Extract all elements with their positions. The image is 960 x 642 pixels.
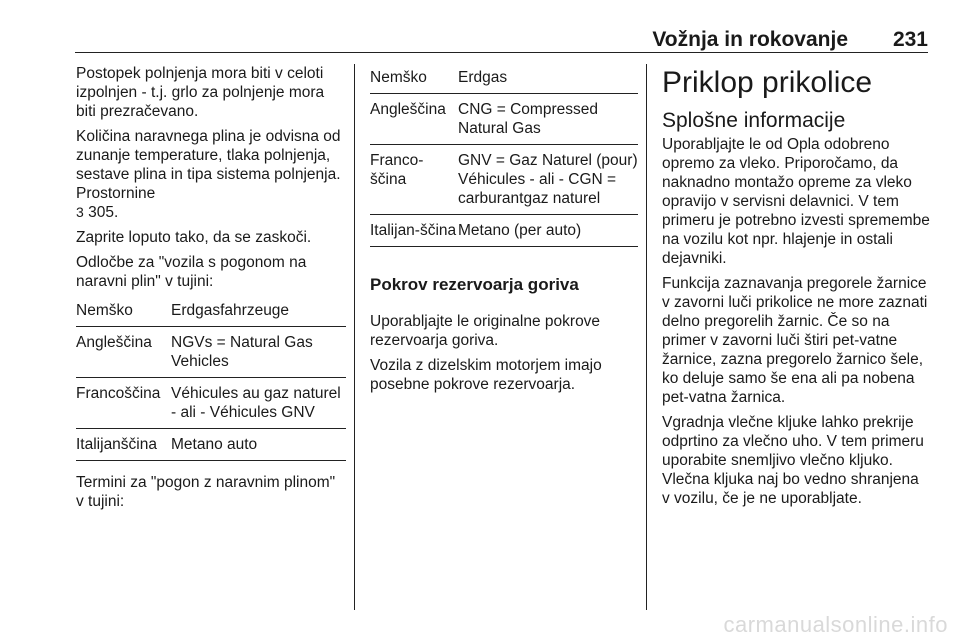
term-cell: CNG = Compressed Natural Gas <box>458 101 598 137</box>
column-2 <box>370 64 638 400</box>
page-number: 231 <box>892 28 928 51</box>
paragraph: Vgradnja vlečne kljuke lahko prekrije odprtino za vlečno uho. V tem primeru uporabite snemljivo vlečno kljuko. Vlečna kljuka naj bo vedno shranjena v vozilu, če je ne uporabljate. <box>662 414 924 507</box>
paragraph: Zaprite loputo tako, da se zaskoči. <box>76 229 312 246</box>
term-cell: GNV = Gaz Naturel (pour) Véhicules - ali - CGN = carburantgaz naturel <box>458 152 638 207</box>
paragraph <box>76 127 346 222</box>
term-cell: Véhicules au gaz naturel - ali - Véhicules GNV <box>171 385 341 421</box>
table-row <box>370 145 638 215</box>
paragraph: Termini za "pogon z naravnim plinom" v tujini: <box>76 474 336 510</box>
column-divider-1 <box>354 64 355 610</box>
paragraph-text: Količina naravnega plina je odvisna od zunanje temperature, tlaka polnjenja, sestave plina in tipa sistema polnjenja. Prostornine <box>76 128 341 202</box>
section-subheading: Pokrov rezervoarja goriva <box>370 275 579 294</box>
header-rule <box>75 52 928 53</box>
chapter-title: Vožnja in rokovanje <box>652 28 848 51</box>
table-row <box>370 215 638 247</box>
paragraph: Uporabljajte le od Opla odobreno opremo za vleko. Priporočamo, da naknadno montažo opreme za vleko opravijo v servisni delavnici. V tem primeru je potrebno izvesti spremembe na vozilu kot npr. hlajenje in ostali dejavniki. <box>662 136 930 267</box>
language-cell: Francoščina <box>76 385 161 402</box>
watermark: carmanualsonline.info <box>723 612 948 637</box>
paragraph: Uporabljajte le originalne pokrove rezervoarja goriva. <box>370 313 601 349</box>
column-1 <box>76 64 346 517</box>
term-cell: NGVs = Natural Gas Vehicles <box>171 334 313 370</box>
language-cell: Angleščina <box>370 101 446 118</box>
arrow-ref-icon: 3 <box>76 204 84 220</box>
term-cell: Erdgas <box>458 69 508 86</box>
language-cell: Nemško <box>76 302 133 319</box>
column-divider-2 <box>646 64 647 610</box>
drive-terms-table <box>370 64 638 247</box>
language-cell: Nemško <box>370 69 427 86</box>
page-reference-link[interactable]: 305. <box>88 204 119 221</box>
section-heading: Priklop prikolice <box>662 66 873 99</box>
column-3 <box>662 64 930 514</box>
term-cell: Metano auto <box>171 436 258 453</box>
term-cell: Erdgasfahrzeuge <box>171 302 290 319</box>
paragraph: Vozila z dizelskim motorjem imajo posebne pokrove rezervoarja. <box>370 357 602 393</box>
table-row <box>370 64 638 94</box>
table-row <box>76 297 346 327</box>
table-row <box>76 429 346 461</box>
table-row <box>76 378 346 429</box>
subsection-heading: Splošne informacije <box>662 109 846 132</box>
language-cell: Franco-ščina <box>370 152 424 188</box>
table-row <box>76 327 346 378</box>
paragraph: Postopek polnjenja mora biti v celoti izpolnjen - t.j. grlo za polnjenje mora biti prezračevano. <box>76 65 325 120</box>
paragraph: Funkcija zaznavanja pregorele žarnice v zavorni luči prikolice ne more zaznati delno pregorelih žarnic. Če so na primer v zavorni luči štiri pet-vatne žarnice, zazna pregorelo žarnico šele, ko deluje samo še ena ali pa nobena pet-vatna žarnica. <box>662 275 928 406</box>
table-row <box>370 94 638 145</box>
language-cell: Italijanščina <box>76 436 157 453</box>
language-cell: Italijan-ščina <box>370 222 457 239</box>
language-cell: Angleščina <box>76 334 152 351</box>
paragraph: Odločbe za "vozila s pogonom na naravni plin" v tujini: <box>76 254 307 290</box>
term-cell: Metano (per auto) <box>458 222 582 239</box>
vehicle-names-table <box>76 297 346 461</box>
page-header <box>75 28 928 58</box>
